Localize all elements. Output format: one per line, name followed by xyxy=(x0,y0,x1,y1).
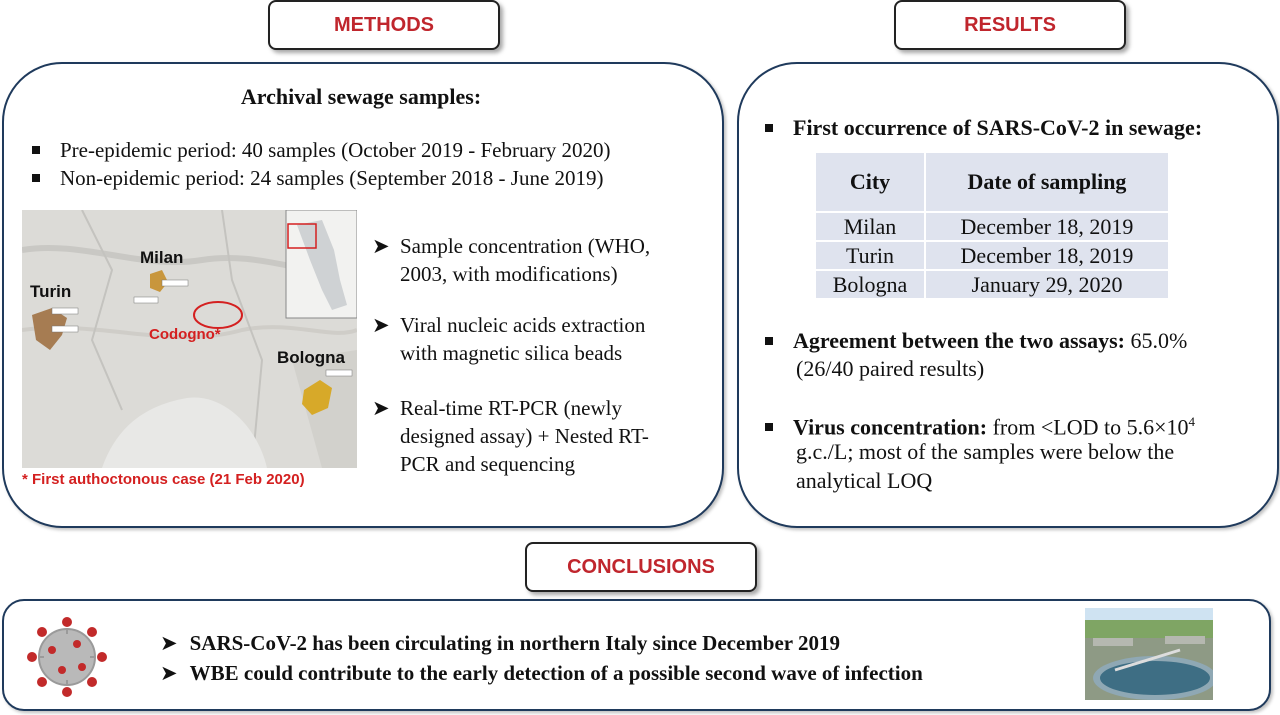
bullet-square-icon xyxy=(32,174,40,182)
method-step-1: ➤ Sample concentration (WHO, 2003, with modifications) xyxy=(372,234,651,286)
table-cell: Milan xyxy=(816,213,924,240)
table-row xyxy=(816,213,1168,240)
results-table xyxy=(814,151,1170,300)
methods-header: METHODS xyxy=(268,0,500,50)
conclusions-header: CONCLUSIONS xyxy=(525,542,757,592)
table-row xyxy=(816,242,1168,269)
table-header-date: Date of sampling xyxy=(926,153,1168,211)
bullet-square-icon xyxy=(765,337,773,345)
map-label-milan: Milan xyxy=(140,248,184,267)
table-row xyxy=(816,271,1168,298)
map-label-turin: Turin xyxy=(30,282,72,301)
northern-italy-map xyxy=(22,210,357,468)
results-virus: Virus concentration: from <LOD to $5.6\times 10^4$ xyxy=(765,407,1195,442)
results-header: RESULTS xyxy=(894,0,1126,50)
map-label-codogno: Codogno* xyxy=(149,326,221,343)
wastewater-plant-picture xyxy=(1085,608,1213,700)
methods-bullet-1: Pre-epidemic period: 40 samples (October 2019 - February 2020) xyxy=(32,136,611,164)
table-cell: January 29, 2020 xyxy=(926,271,1168,298)
results-virus-line3: analytical LOQ xyxy=(796,468,933,493)
table-cell: Bologna xyxy=(816,271,924,298)
results-agreement: Agreement between the two assays: 65.0% xyxy=(765,327,1187,355)
table-cell: Turin xyxy=(816,242,924,269)
map-label-bologna: Bologna xyxy=(277,348,345,367)
virus-image xyxy=(22,612,112,702)
methods-bullet-2: Non-epidemic period: 24 samples (September 2018 - June 2019) xyxy=(32,164,604,192)
table-cell: December 18, 2019 xyxy=(926,242,1168,269)
map-footnote: * First authoctonous case (21 Feb 2020) xyxy=(22,471,305,488)
conclusion-2: ➤ WBE could contribute to the early detection of a possible second wave of infection xyxy=(160,661,923,685)
arrow-bullet-icon: ➤ xyxy=(372,313,390,337)
arrow-bullet-icon: ➤ xyxy=(372,396,390,420)
bullet-square-icon xyxy=(32,146,40,154)
table-header-row xyxy=(816,153,1168,211)
arrow-bullet-icon: ➤ xyxy=(160,631,178,655)
results-agreement-detail: (26/40 paired results) xyxy=(796,356,985,381)
table-header-city: City xyxy=(816,153,924,211)
bullet-square-icon xyxy=(765,124,773,132)
results-first-occurrence: First occurrence of SARS-CoV-2 in sewage: xyxy=(765,114,1202,142)
treatment-plant-image xyxy=(1085,608,1213,700)
bullet-square-icon xyxy=(765,423,773,431)
method-step-3: ➤ Real-time RT-PCR (newly designed assay) + Nested RT- PCR and sequencing xyxy=(372,396,649,476)
conclusion-1: ➤ SARS-CoV-2 has been circulating in northern Italy since December 2019 xyxy=(160,631,840,655)
methods-subtitle: Archival sewage samples: xyxy=(240,84,482,109)
coronavirus-icon xyxy=(22,612,112,702)
results-virus-line2: g.c./L; most of the samples were below the xyxy=(796,439,1175,464)
method-step-2: ➤ Viral nucleic acids extraction with magnetic silica beads xyxy=(372,313,646,365)
table-cell: December 18, 2019 xyxy=(926,213,1168,240)
arrow-bullet-icon: ➤ xyxy=(160,661,178,685)
arrow-bullet-icon: ➤ xyxy=(372,234,390,258)
